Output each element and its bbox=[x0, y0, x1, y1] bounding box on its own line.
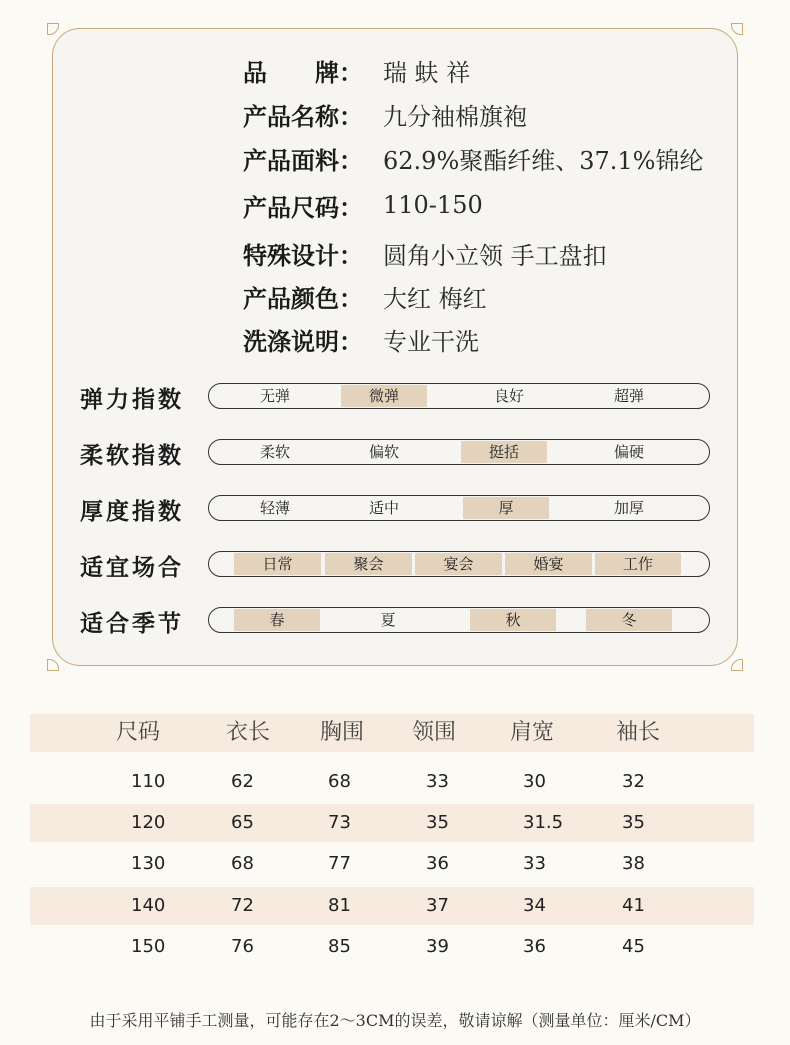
table-cell: 31.5 bbox=[523, 812, 564, 833]
index-option: 良好 bbox=[493, 387, 524, 405]
size-table-header bbox=[30, 714, 754, 752]
table-header-cell: 肩宽 bbox=[510, 720, 555, 745]
info-value: 瑞 蚨 祥 bbox=[383, 58, 471, 87]
table-header-cell: 胸围 bbox=[320, 720, 365, 745]
table-cell: 110 bbox=[131, 771, 166, 792]
table-cell: 62 bbox=[231, 771, 254, 792]
index-option-selected: 挺括 bbox=[461, 441, 547, 463]
index-thickness bbox=[80, 495, 644, 525]
index-option: 轻薄 bbox=[259, 499, 290, 517]
index-option: 偏软 bbox=[368, 443, 399, 461]
index-elasticity bbox=[80, 383, 644, 413]
table-cell: 34 bbox=[523, 895, 546, 916]
corner-ornament bbox=[731, 23, 743, 35]
info-value: 大红 梅红 bbox=[383, 284, 487, 313]
info-row-color bbox=[243, 279, 487, 313]
index-option-selected: 婚宴 bbox=[505, 553, 592, 575]
table-cell: 76 bbox=[231, 936, 254, 957]
info-label: 产品名称： bbox=[243, 101, 363, 131]
index-label: 厚度指数 bbox=[80, 497, 184, 525]
table-cell: 77 bbox=[328, 853, 351, 874]
info-row-name bbox=[243, 97, 527, 131]
table-cell: 36 bbox=[523, 936, 546, 957]
table-cell: 73 bbox=[328, 812, 351, 833]
index-option: 超弹 bbox=[613, 387, 644, 405]
index-option-selected: 厚 bbox=[463, 497, 549, 519]
index-option: 适中 bbox=[368, 499, 399, 517]
index-option-selected: 春 bbox=[234, 609, 320, 631]
index-bar bbox=[208, 551, 710, 577]
table-cell: 120 bbox=[131, 812, 166, 833]
table-cell: 30 bbox=[523, 771, 546, 792]
index-option-selected: 工作 bbox=[595, 553, 681, 575]
info-value: 专业干洗 bbox=[383, 327, 479, 356]
table-cell: 65 bbox=[231, 812, 254, 833]
table-cell: 37 bbox=[426, 895, 449, 916]
table-row bbox=[30, 887, 754, 925]
table-row bbox=[30, 928, 754, 966]
corner-ornament bbox=[47, 659, 59, 671]
table-header-cell: 袖长 bbox=[616, 720, 661, 745]
table-cell: 72 bbox=[231, 895, 254, 916]
index-season bbox=[80, 607, 637, 637]
index-option: 无弹 bbox=[259, 387, 290, 405]
info-row-brand bbox=[243, 53, 470, 87]
table-cell: 81 bbox=[328, 895, 351, 916]
index-label: 适宜场合 bbox=[80, 553, 184, 581]
info-value: 圆角小立领 手工盘扣 bbox=[383, 241, 607, 270]
table-cell: 35 bbox=[622, 812, 645, 833]
index-option-selected: 秋 bbox=[470, 609, 556, 631]
index-bar bbox=[208, 607, 710, 633]
table-cell: 38 bbox=[622, 853, 645, 874]
index-label: 适合季节 bbox=[80, 609, 184, 637]
corner-ornament bbox=[731, 659, 743, 671]
index-option-selected: 宴会 bbox=[415, 553, 502, 575]
table-cell: 35 bbox=[426, 812, 449, 833]
index-bar bbox=[208, 495, 710, 521]
index-softness bbox=[80, 439, 644, 469]
table-cell: 41 bbox=[622, 895, 645, 916]
table-row bbox=[30, 763, 754, 801]
table-row bbox=[30, 804, 754, 842]
info-label: 洗涤说明： bbox=[243, 326, 363, 356]
table-cell: 140 bbox=[131, 895, 166, 916]
table-cell: 130 bbox=[131, 853, 166, 874]
table-cell: 33 bbox=[523, 853, 546, 874]
table-cell: 33 bbox=[426, 771, 449, 792]
info-row-wash bbox=[243, 322, 479, 356]
info-label: 产品颜色： bbox=[243, 283, 363, 313]
table-row bbox=[30, 845, 754, 883]
index-label: 弹力指数 bbox=[80, 385, 184, 413]
info-value: 62.9%聚酯纤维、37.1%锦纶 bbox=[383, 146, 704, 175]
index-option: 柔软 bbox=[259, 443, 290, 461]
info-value: 九分袖棉旗袍 bbox=[383, 102, 527, 131]
index-option-selected: 微弹 bbox=[341, 385, 427, 407]
index-option: 加厚 bbox=[613, 499, 644, 517]
table-cell: 32 bbox=[622, 771, 645, 792]
info-value: 110-150 bbox=[383, 191, 483, 219]
info-label: 品 牌： bbox=[243, 57, 363, 87]
table-header-cell: 领围 bbox=[412, 720, 457, 745]
corner-ornament bbox=[47, 23, 59, 35]
index-occasion bbox=[80, 551, 653, 581]
info-label: 特殊设计： bbox=[243, 240, 363, 270]
index-option: 偏硬 bbox=[613, 443, 644, 461]
index-option-selected: 聚会 bbox=[325, 553, 412, 575]
index-bar bbox=[208, 439, 710, 465]
info-label: 产品面料： bbox=[243, 145, 363, 175]
table-cell: 68 bbox=[328, 771, 351, 792]
table-cell: 150 bbox=[131, 936, 166, 957]
info-row-size bbox=[243, 188, 483, 222]
table-header-cell: 衣长 bbox=[226, 720, 271, 745]
index-bar bbox=[208, 383, 710, 409]
info-row-fabric bbox=[243, 141, 703, 175]
index-option-selected: 日常 bbox=[234, 553, 321, 575]
table-header-cell: 尺码 bbox=[116, 720, 161, 745]
info-label: 产品尺码： bbox=[243, 192, 363, 222]
index-option-selected: 冬 bbox=[586, 609, 672, 631]
index-option: 夏 bbox=[380, 611, 396, 629]
index-label: 柔软指数 bbox=[80, 441, 184, 469]
table-cell: 36 bbox=[426, 853, 449, 874]
info-row-design bbox=[243, 236, 607, 270]
measurement-footnote: 由于采用平铺手工测量，可能存在2～3CM的误差，敬请谅解（测量单位：厘米/CM） bbox=[89, 1011, 701, 1030]
table-cell: 39 bbox=[426, 936, 449, 957]
table-cell: 68 bbox=[231, 853, 254, 874]
table-cell: 45 bbox=[622, 936, 645, 957]
table-cell: 85 bbox=[328, 936, 351, 957]
